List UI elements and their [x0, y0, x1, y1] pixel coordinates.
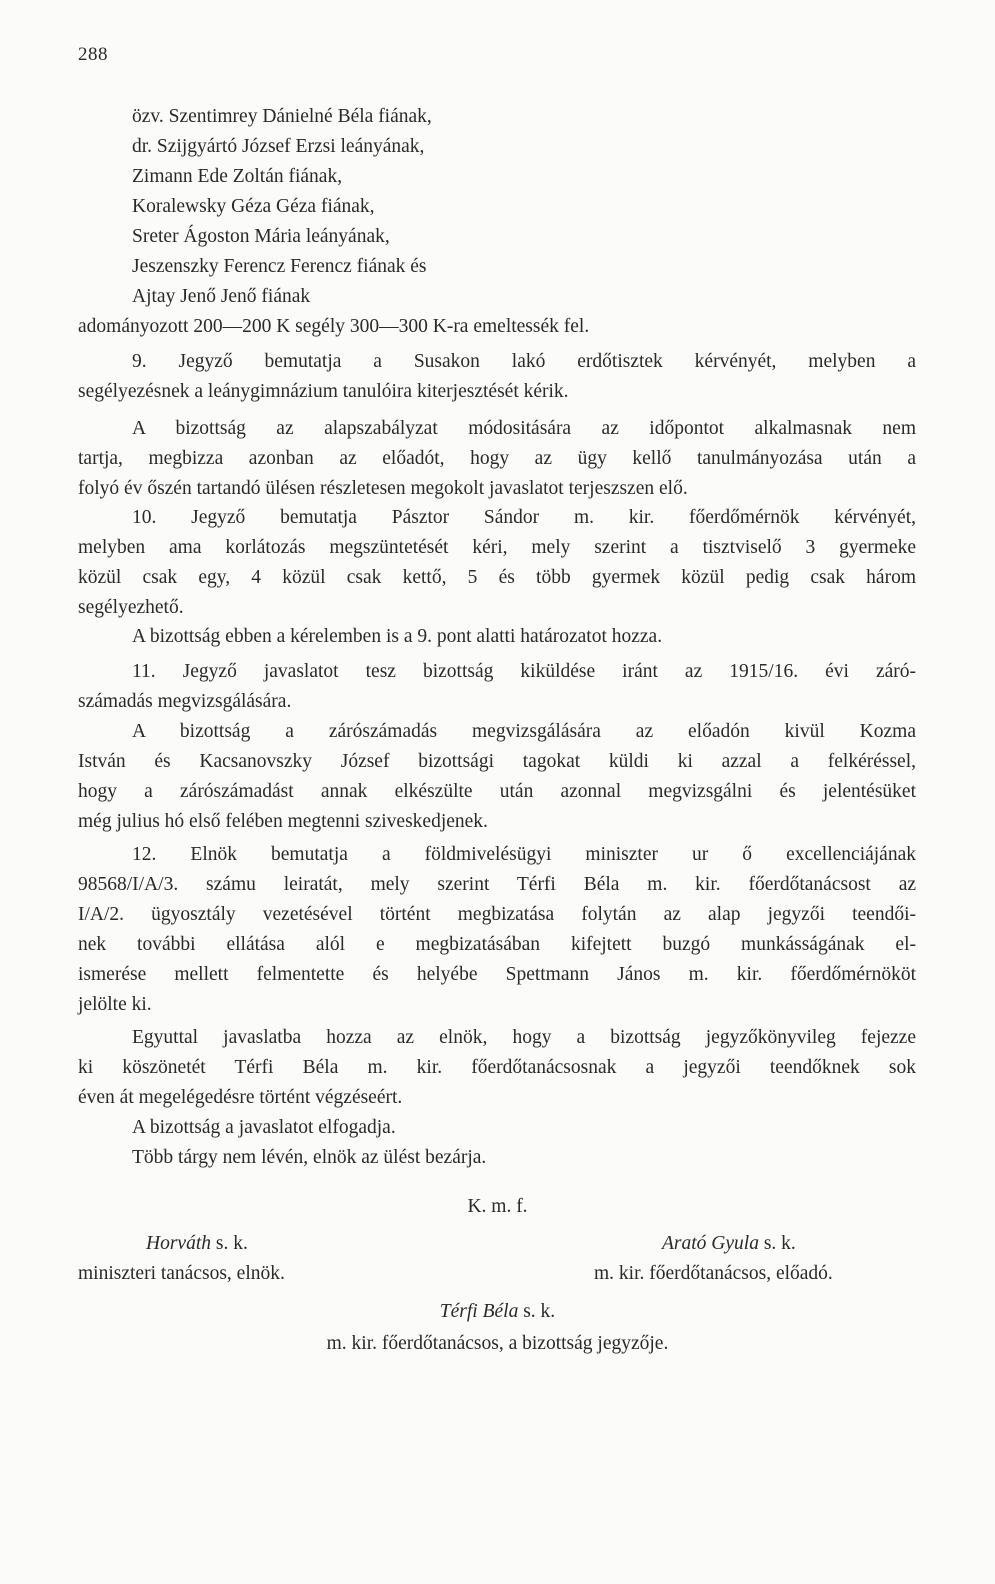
text-line: folyó év őszén tartandó ülésen részletesen megokolt javaslatot terjeszszen elő.: [78, 478, 688, 499]
text-line: számadás megvizsgálására.: [78, 691, 292, 712]
signature-suffix: s. k.: [758, 1233, 796, 1254]
signature-left: [146, 1229, 248, 1259]
text-line: I/A/2. ügyosztály vezetésével történt megbizatása folytán az alap jegyzői teendői-: [78, 904, 916, 925]
list-item: Jeszenszky Ferencz Ferencz fiának és: [132, 256, 427, 277]
text-line: hogy a zárószámadást annak elkészülte után azonnal megvizsgálni és jelentésüket: [78, 781, 916, 802]
text-line: éven át megelégedésre történt végzéseért.: [78, 1087, 403, 1108]
text-line: közül csak egy, 4 közül csak kettő, 5 és több gyermek közül pedig csak három: [78, 567, 916, 588]
list-item: Sreter Ágoston Mária leányának,: [132, 226, 390, 247]
signature-name: Arató Gyula: [662, 1233, 759, 1254]
signature-name: Horváth: [146, 1233, 211, 1254]
signature-name: Térfi Béla: [439, 1301, 519, 1322]
text-line: melyben ama korlátozás megszüntetését kéri, mely szerint a tisztviselő 3 gyermeke: [78, 537, 916, 558]
signature-suffix: s. k.: [211, 1233, 248, 1254]
text-line: 9. Jegyző bemutatja a Susakon lakó erdőtisztek kérvényét, melyben a: [132, 351, 916, 372]
text-line: ismerése mellett felmentette és helyébe Spettmann János m. kir. főerdőmérnököt: [78, 964, 916, 985]
text-line: segélyezésnek a leánygimnázium tanulóira kiterjesztését kérik.: [78, 381, 569, 402]
signature-right: [662, 1229, 796, 1259]
text-line: adományozott 200—200 K segély 300—300 K-ra emeltessék fel.: [78, 316, 590, 337]
text-line: A bizottság a zárószámadás megvizsgálására az előadón kivül Kozma: [132, 721, 916, 742]
text-line: nek további ellátása alól e megbizatásában kifejtett buzgó munkásságának el-: [78, 934, 916, 955]
list-item: özv. Szentimrey Dánielné Béla fiának,: [132, 106, 432, 127]
text-line: még julius hó első felében megtenni sziveskedjenek.: [78, 811, 488, 832]
signature-bottom: [0, 1297, 995, 1327]
text-line: jelölte ki.: [78, 994, 152, 1015]
text-line: Egyuttal javaslatba hozza az elnök, hogy a bizottság jegyzőkönyvileg fejezze: [132, 1027, 916, 1048]
signature-title: miniszteri tanácsos, elnök.: [78, 1263, 285, 1284]
signature-title: m. kir. főerdőtanácsos, a bizottság jegyzője.: [326, 1333, 669, 1354]
text-line: 98568/I/A/3. számu leiratát, mely szerint Térfi Béla m. kir. főerdőtanácsost az: [78, 874, 916, 895]
text-line: István és Kacsanovszky József bizottsági tagokat küldi ki azzal a felkéréssel,: [78, 751, 916, 772]
text-line: 11. Jegyző javaslatot tesz bizottság kiküldése iránt az 1915/16. évi záró-: [132, 661, 916, 682]
text-line: tartja, megbizza azonban az előadót, hogy az ügy kellő tanulmányozása után a: [78, 448, 916, 469]
text-line: A bizottság az alapszabályzat módositására az időpontot alkalmasnak nem: [132, 418, 916, 439]
text-line: 10. Jegyző bemutatja Pásztor Sándor m. kir. főerdőmérnök kérvényét,: [132, 507, 916, 528]
text-line: 12. Elnök bemutatja a földmivelésügyi miniszter ur ő excellenciájának: [132, 844, 916, 865]
list-item: Ajtay Jenő Jenő fiának: [132, 286, 311, 307]
text-line: Több tárgy nem lévén, elnök az ülést bezárja.: [132, 1147, 487, 1168]
text-line: ki köszönetét Térfi Béla m. kir. főerdőtanácsosnak a jegyzői teendőknek sok: [78, 1057, 916, 1078]
closing-formula: K. m. f.: [467, 1196, 528, 1217]
text-line: A bizottság ebben a kérelemben is a 9. pont alatti határozatot hozza.: [132, 626, 663, 647]
signature-suffix: s. k.: [518, 1301, 556, 1322]
signature-title: m. kir. főerdőtanácsos, előadó.: [594, 1263, 833, 1284]
page-number: 288: [78, 44, 108, 65]
text-line: A bizottság a javaslatot elfogadja.: [132, 1117, 396, 1138]
list-item: Koralewsky Géza Géza fiának,: [132, 196, 375, 217]
list-item: dr. Szijgyártó József Erzsi leányának,: [132, 136, 425, 157]
list-item: Zimann Ede Zoltán fiának,: [132, 166, 343, 187]
text-line: segélyezhető.: [78, 597, 184, 618]
